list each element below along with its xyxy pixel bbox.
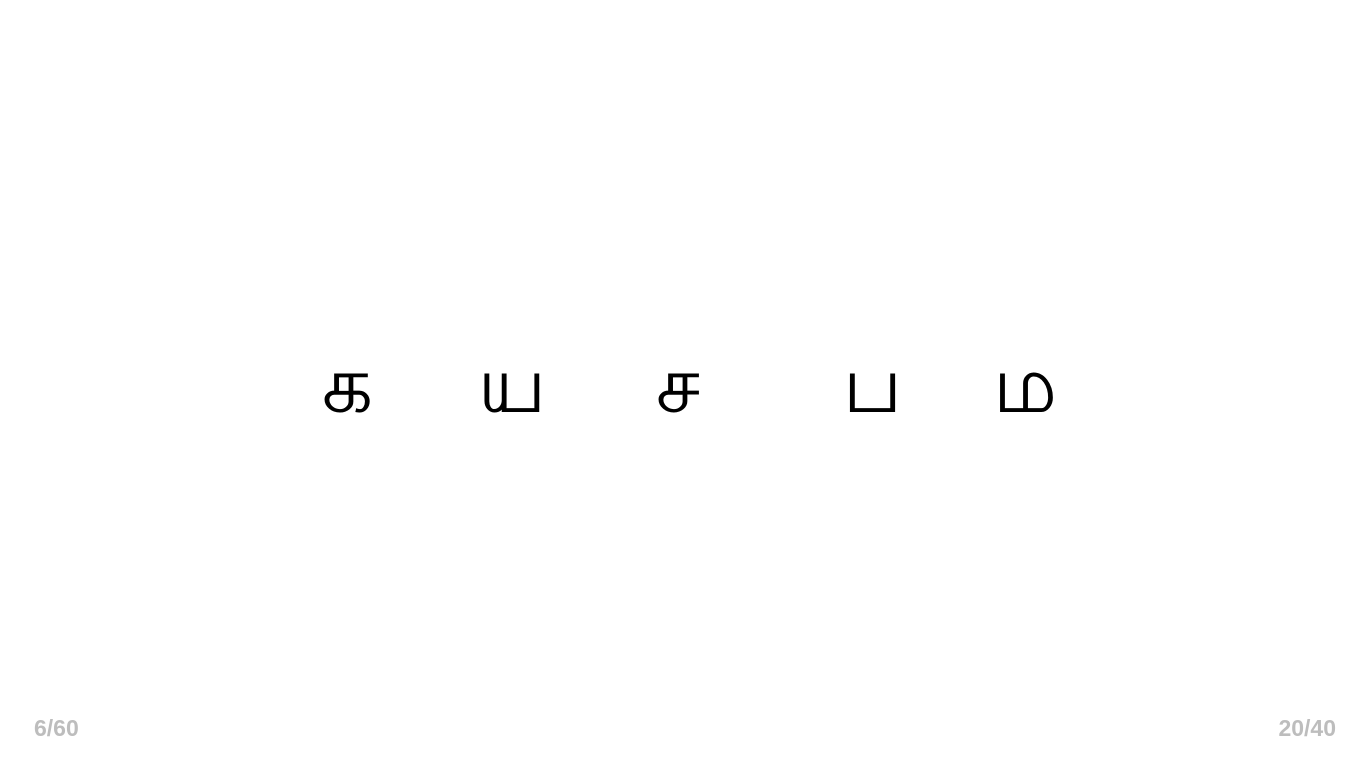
letter-pa: ப bbox=[842, 338, 903, 431]
progress-counter-left: 6/60 bbox=[34, 715, 79, 741]
letter-ya: ய bbox=[477, 338, 547, 431]
letter-ma: ம bbox=[992, 338, 1058, 431]
letter-sa: ச bbox=[655, 338, 701, 431]
progress-counter-right: 20/40 bbox=[1278, 715, 1336, 741]
letter-ka: க bbox=[321, 338, 374, 431]
